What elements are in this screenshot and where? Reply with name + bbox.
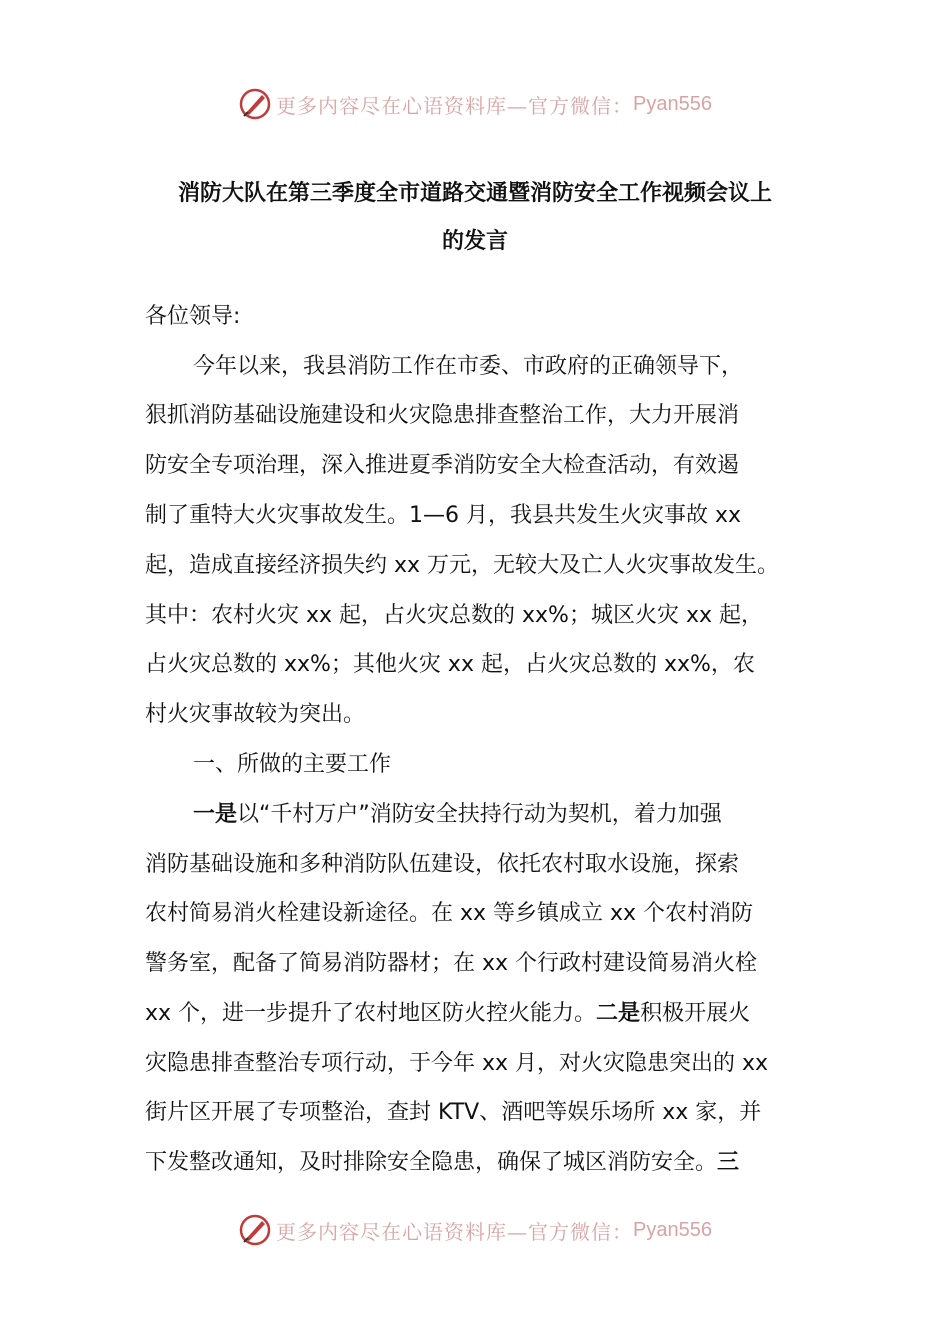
quill-logo-icon — [238, 87, 272, 121]
point-two-label: 二是 — [596, 1001, 641, 1026]
paragraph-2-line: 街片区开展了专项整治，查封 KTV、酒吧等娱乐场所 xx 家，并 — [145, 1100, 762, 1125]
document-title-line-1: 消防大队在第三季度全市道路交通暨消防安全工作视频会议上 — [177, 181, 772, 206]
paragraph-1-line: 起，造成直接经济损失约 xx 万元，无较大及亡人火灾事故发生。 — [145, 553, 780, 578]
paragraph-1-line: 占火灾总数的 xx%；其他火灾 xx 起，占火灾总数的 xx%，农 — [145, 652, 755, 677]
banner-wechat-id: Pyan556 — [633, 92, 712, 115]
point-one-label: 一是 — [193, 802, 238, 827]
salutation: 各位领导: — [145, 304, 241, 329]
paragraph-1-line: 今年以来，我县消防工作在市委、市政府的正确领导下， — [193, 354, 744, 379]
document-title-line-2: 的发言 — [441, 229, 508, 254]
footer-watermark-banner — [0, 1208, 950, 1252]
banner-wechat-id: Pyan556 — [633, 1218, 712, 1241]
paragraph-2-text: 积极开展火 — [640, 1001, 751, 1026]
paragraph-1-line: 其中：农村火灾 xx 起，占火灾总数的 xx%；城区火灾 xx 起， — [145, 603, 763, 628]
paragraph-2-text: 以“千村万户”消防安全扶持行动为契机，着力加强 — [237, 802, 722, 827]
paragraph-1-line: 狠抓消防基础设施建设和火灾隐患排查整治工作，大力开展消 — [145, 403, 740, 428]
header-watermark-banner — [0, 82, 950, 126]
paragraph-2-line — [193, 800, 722, 830]
paragraph-2-line: 警务室，配备了简易消防器材；在 xx 个行政村建设简易消火栓 — [145, 951, 758, 976]
paragraph-2-line — [145, 1148, 739, 1178]
paragraph-2-text: 下发整改通知，及时排除安全隐患，确保了城区消防安全。 — [145, 1150, 718, 1175]
paragraph-2-line: 灾隐患排查整治专项行动，于今年 xx 月，对火灾隐患突出的 xx — [145, 1051, 769, 1076]
banner-text: 更多内容尽在心语资料库—官方微信： — [276, 93, 634, 118]
quill-logo-icon — [238, 1213, 272, 1247]
paragraph-2-line: 农村简易消火栓建设新途径。在 xx 等乡镇成立 xx 个农村消防 — [145, 901, 754, 926]
section-heading: 一、所做的主要工作 — [193, 752, 392, 777]
paragraph-2-line — [145, 999, 750, 1029]
paragraph-2-line: 消防基础设施和多种消防队伍建设，依托农村取水设施，探索 — [145, 852, 740, 877]
paragraph-1-line: 制了重特大火灾事故发生。1—6 月，我县共发生火灾事故 xx — [145, 503, 742, 528]
paragraph-2-text: xx 个，进一步提升了农村地区防火控火能力。 — [145, 1001, 597, 1026]
point-three-label: 三 — [717, 1150, 740, 1175]
banner-text: 更多内容尽在心语资料库—官方微信： — [276, 1219, 634, 1244]
paragraph-1-line: 村火灾事故较为突出。 — [145, 702, 366, 727]
paragraph-1-line: 防安全专项治理，深入推进夏季消防安全大检查活动，有效遏 — [145, 453, 740, 478]
